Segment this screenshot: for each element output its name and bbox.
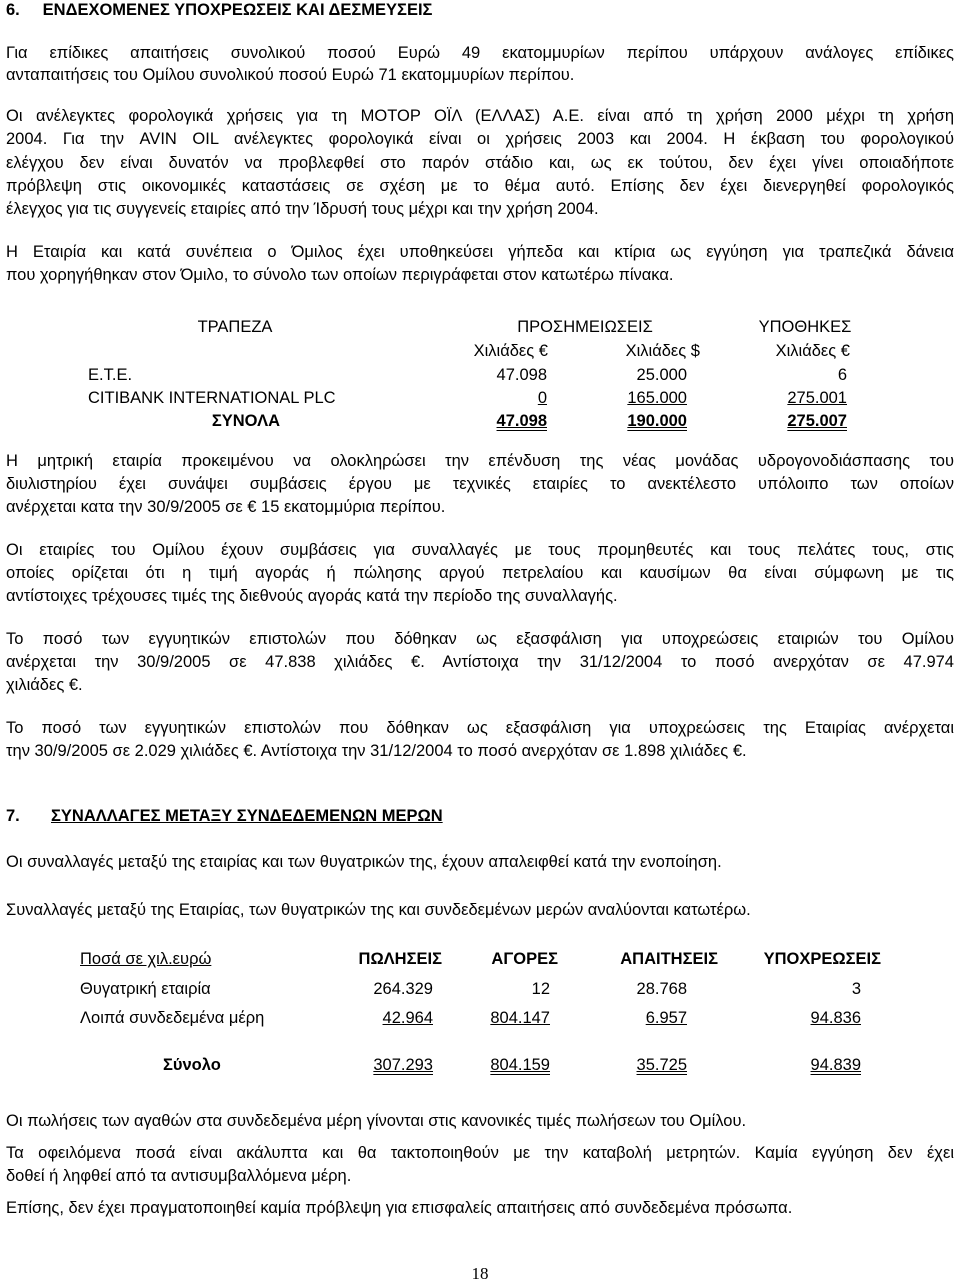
paragraph-line: δοθεί ή ληφθεί από τα αντισυμβαλλόμενα μέρη. — [6, 1167, 352, 1185]
paragraph-line: Επίσης, δεν έχει πραγματοποιηθεί καμία πρόβλεψη για επισφαλείς απαιτήσεις από συνδεδεμένα πρόσωπα. — [6, 1199, 793, 1217]
column-header-mortgages: ΥΠΟΘΗΚΕΣ — [758, 318, 852, 336]
total-payables: 94.839 — [810, 1056, 861, 1074]
column-header-prenotations: ΠΡΟΣΗΜΕΙΩΣΕΙΣ — [517, 318, 653, 336]
paragraph-line: Το ποσό των εγγυητικών επιστολών που δόθηκαν ως εξασφάλιση για υποχρεώσεις της Εταιρίας ανέρχεται — [6, 719, 954, 737]
total-purchases: 804.159 — [490, 1056, 550, 1074]
paragraph-line: ανέρχεται κατα την 30/9/2005 σε € 15 εκατομμύρια περίπου. — [6, 498, 446, 516]
paragraph-line: Η Εταιρία και κατά συνέπεια ο Όμιλος έχει υποθηκεύσει γήπεδα και κτίρια ως εγγύηση για τραπεζικά δάνεια — [6, 243, 954, 261]
total-label: Σύνολο — [163, 1056, 221, 1074]
paragraph-line: διυλιστηρίου έχει συνάψει συμβάσεις έργου με τεχνικές εταιρίες το ανεκτέλεστο υπόλοιπο των οποίων — [6, 475, 954, 493]
subheader-eur: Χιλιάδες € — [473, 342, 548, 360]
paragraph-line: Τα οφειλόμενα ποσά είναι ακάλυπτα και θα τακτοποιηθούν με την καταβολή μετρητών. Καμία εγγύηση δεν έχει — [6, 1144, 954, 1162]
paragraph-line: ανταπαιτήσεις του Ομίλου συνολικού ποσού Ευρώ 71 εκατομμυρίων περίπου. — [6, 66, 575, 84]
column-header-payables: ΥΠΟΧΡΕΩΣΕΙΣ — [763, 950, 881, 968]
paragraph-line: που χορηγήθηκαν στον Όμιλο, το σύνολο των οποίων περιγράφεται στον κατωτέρω πίνακα. — [6, 266, 674, 284]
total-mortgage: 275.007 — [787, 412, 847, 430]
value-mortgage: 275.001 — [787, 389, 847, 407]
section-7-number: 7. — [6, 807, 20, 825]
paragraph-line: Το ποσό των εγγυητικών επιστολών που δόθηκαν ως εξασφάλιση για υποχρεώσεις εταιριών του Ομίλου — [6, 630, 954, 648]
bank-name: Ε.Τ.Ε. — [88, 366, 133, 384]
column-header-amounts: Ποσά σε χιλ.ευρώ — [80, 950, 212, 968]
paragraph-line: οποίες ορίζεται ότι η τιμή αγοράς ή πώλησης αργού πετρελαίου και καυσίμων θα είναι σύμφωνη με τις — [6, 564, 954, 582]
paragraph-line: Η μητρική εταιρία προκειμένου να ολοκληρώσει την επένδυση της νέας μονάδας υδρογονοδιάσπασης του — [6, 452, 954, 470]
paragraph-line: 2004. Για την AVIN OIL ανέλεγκτες φορολογικά είναι οι χρήσεις 2003 και 2004. Η έκβαση του φορολογικού — [6, 130, 954, 148]
paragraph-line: την 30/9/2005 σε 2.029 χιλιάδες €. Αντίστοιχα την 31/12/2004 το ποσό ανερχόταν σε 1.898 χιλιάδες €. — [6, 742, 747, 760]
row-label: Θυγατρική εταιρία — [80, 980, 211, 998]
column-header-receivables: ΑΠΑΙΤΗΣΕΙΣ — [620, 950, 718, 968]
column-header-sales: ΠΩΛΗΣΕΙΣ — [358, 950, 442, 968]
value-usd: 25.000 — [636, 366, 687, 384]
value-usd: 165.000 — [627, 389, 687, 407]
paragraph-line: Συναλλαγές μεταξύ της Εταιρίας, των θυγατρικών της και συνδεδεμένων μερών αναλύονται κατωτέρω. — [6, 901, 751, 919]
paragraph-line: πρόβλεψη στις οικονομικές καταστάσεις σε σχέση με το θέμα αυτό. Επίσης δεν έχει διενεργηθεί φορολογικός — [6, 177, 954, 195]
column-header-bank: ΤΡΑΠΕΖΑ — [197, 318, 273, 336]
total-eur: 47.098 — [496, 412, 547, 430]
bank-name: CITIBANK INTERNATIONAL PLC — [88, 389, 336, 407]
subheader-mortgage-eur: Χιλιάδες € — [775, 342, 850, 360]
total-usd: 190.000 — [627, 412, 687, 430]
paragraph-line: έλεγχος για τις συγγενείς εταιρίες από την Ίδρυσή τους μέχρι και την χρήση 2004. — [6, 200, 599, 218]
paragraph-line: Οι συναλλαγές μεταξύ της εταιρίας και των θυγατρικών της, έχουν απαλειφθεί κατά την ενοποίηση. — [6, 853, 722, 871]
value-sales: 264.329 — [373, 980, 433, 998]
paragraph-line: Οι ανέλεγκτες φορολογικά χρήσεις για τη ΜΟΤΟΡ ΟΪΛ (ΕΛΛΑΣ) Α.Ε. είναι από τη χρήση 2000 μέχρι τη χρήση — [6, 107, 954, 125]
row-label: Λοιπά συνδεδεμένα μέρη — [80, 1009, 265, 1027]
value-receivables: 28.768 — [636, 980, 687, 998]
total-sales: 307.293 — [373, 1056, 433, 1074]
value-mortgage: 6 — [837, 366, 847, 384]
section-6-heading: 6. ΕΝΔΕΧΟΜΕΝΕΣ ΥΠΟΧΡΕΩΣΕΙΣ ΚΑΙ ΔΕΣΜΕΥΣΕΙΣ — [6, 1, 433, 19]
subheader-usd: Χιλιάδες $ — [625, 342, 700, 360]
value-payables: 3 — [851, 980, 861, 998]
total-label: ΣΥΝΟΛΑ — [211, 412, 280, 430]
paragraph-line: χιλιάδες €. — [6, 676, 83, 694]
section-7-heading: ΣΥΝΑΛΛΑΓΕΣ ΜΕΤΑΞΥ ΣΥΝΔΕΔΕΜΕΝΩΝ ΜΕΡΩΝ — [51, 807, 443, 825]
paragraph-line: ανέρχεται την 30/9/2005 σε 47.838 χιλιάδες €. Αντίστοιχα την 31/12/2004 το ποσό ανερχόταν σε 47.974 — [6, 653, 954, 671]
value-purchases: 12 — [531, 980, 550, 998]
column-header-purchases: ΑΓΟΡΕΣ — [491, 950, 558, 968]
paragraph-line: Για επίδικες απαιτήσεις συνολικού ποσού Ευρώ 49 εκατομμυρίων περίπου υπάρχουν ανάλογες επίδικες — [6, 44, 954, 62]
page-number: 18 — [471, 1264, 489, 1283]
value-receivables: 6.957 — [645, 1009, 687, 1027]
paragraph-line: ελέγχου δεν είναι δυνατόν να προβλεφθεί στο παρόν στάδιο και, ως εκ τούτου, δεν έχει γίνει οποιαδήποτε — [6, 154, 954, 172]
paragraph-line: αντίστοιχες τρέχουσες τιμές της διεθνούς αγοράς κατά την περίοδο της συναλλαγής. — [6, 587, 618, 605]
total-receivables: 35.725 — [636, 1056, 687, 1074]
value-eur: 0 — [537, 389, 547, 407]
value-sales: 42.964 — [382, 1009, 433, 1027]
value-eur: 47.098 — [496, 366, 547, 384]
paragraph-line: Οι εταιρίες του Ομίλου έχουν συμβάσεις για συναλλαγές με τους προμηθευτές και τους πελάτες τους, στις — [6, 541, 954, 559]
value-purchases: 804.147 — [490, 1009, 550, 1027]
value-payables: 94.836 — [810, 1009, 861, 1027]
paragraph-line: Οι πωλήσεις των αγαθών στα συνδεδεμένα μέρη γίνονται στις κανονικές τιμές πωλήσεων του Ομίλου. — [6, 1112, 747, 1130]
